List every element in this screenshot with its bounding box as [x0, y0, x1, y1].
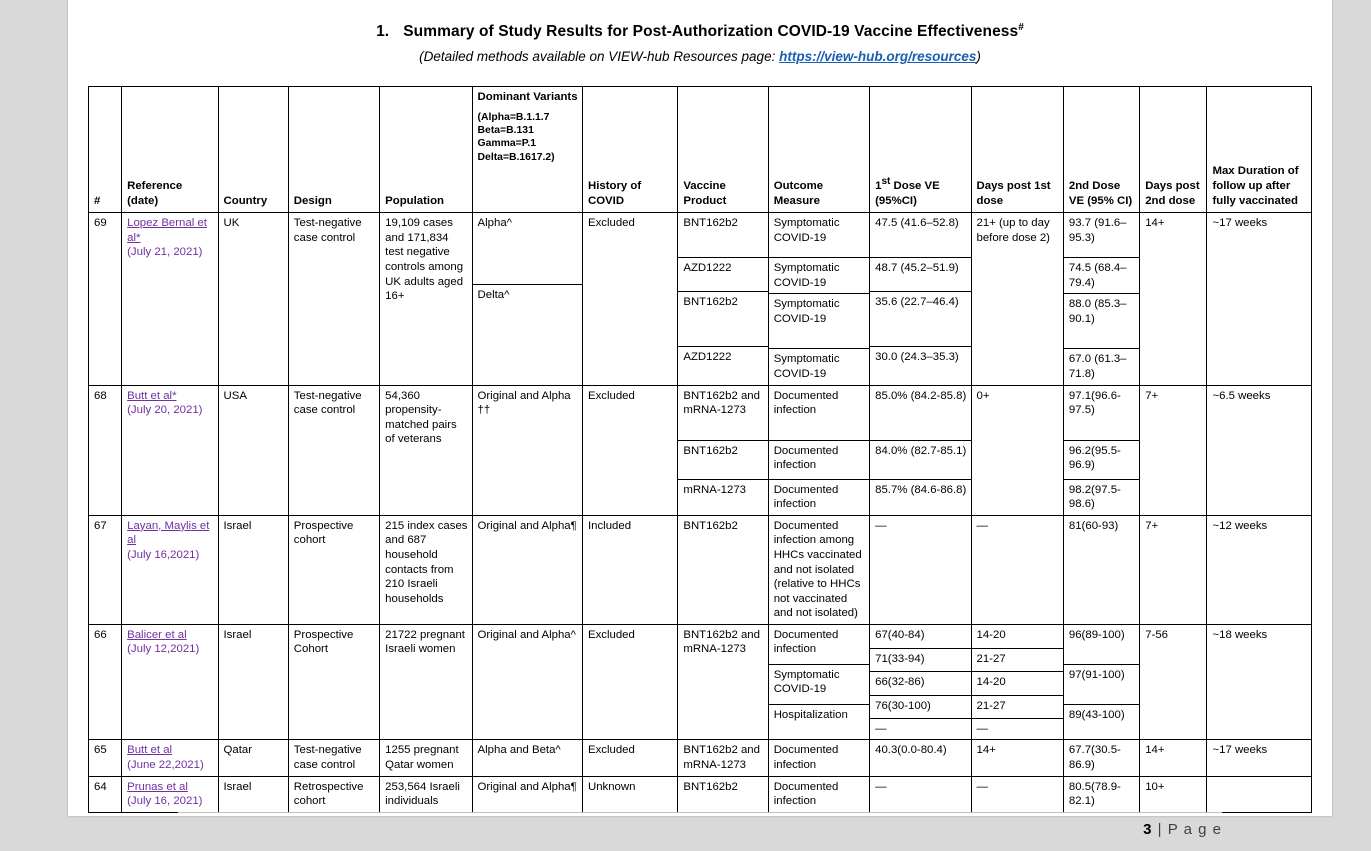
days-post-1st-value: 21-27 — [972, 648, 1063, 671]
vaccine-value: BNT162b2 — [678, 213, 767, 258]
cell-outcome: Documented infection — [768, 776, 869, 812]
dose1-ve-value: 47.5 (41.6–52.8) — [870, 213, 970, 258]
subtitle-prefix: (Detailed methods available on VIEW-hub Resources page: — [419, 49, 776, 65]
col-variants-sub3: Gamma=P.1 — [477, 138, 536, 150]
cell-number: 67 — [89, 515, 122, 624]
dose1-ve-value: 76(30-100) — [870, 695, 970, 718]
vaccine-value: mRNA-1273 — [683, 483, 747, 496]
cell-number: 69 — [89, 213, 122, 385]
cell-reference — [122, 776, 218, 812]
cell-days-post-1st — [971, 624, 1063, 740]
cell-variants — [472, 213, 582, 385]
dose2-ve-value: 93.7 (91.6–95.3) — [1064, 213, 1139, 258]
col-reference-sublabel: (date) — [127, 194, 159, 207]
subtitle — [68, 49, 1332, 64]
view-hub-resources-link[interactable]: https://view-hub.org/resources — [779, 49, 977, 65]
cell-population: 21722 pregnant Israeli women — [380, 624, 472, 740]
col-vaccine-product: Vaccine Product — [678, 87, 768, 213]
dose1-subtable — [870, 386, 970, 501]
cell-country: Qatar — [218, 740, 288, 776]
table-header-row — [89, 87, 1312, 213]
cell-outcome: Documented infection — [768, 740, 869, 776]
dose1-subtable — [870, 625, 970, 740]
col-number: # — [89, 87, 122, 213]
dose2-ve-value: 97(91-100) — [1064, 664, 1139, 704]
cell-days-post-2nd: 7+ — [1140, 385, 1207, 515]
cell-days-post-2nd: 14+ — [1140, 740, 1207, 776]
dose1-ve-value: 71(33-94) — [870, 648, 970, 671]
table-row — [89, 776, 1312, 812]
study-results-table — [88, 86, 1312, 813]
cell-country: Israel — [218, 624, 288, 740]
cell-country: Israel — [218, 776, 288, 812]
outcome-subtable — [769, 213, 869, 384]
outcome-value: Symptomatic COVID-19 — [769, 213, 869, 258]
cell-population: 253,564 Israeli individuals — [380, 776, 472, 812]
dose1-ve-value: 67(40-84) — [870, 625, 970, 649]
cell-number: 65 — [89, 740, 122, 776]
reference-link[interactable]: Balicer et al — [127, 628, 187, 641]
outcome-subtable — [769, 386, 869, 515]
cell-dose1-ve — [870, 385, 971, 515]
variants-subtable — [473, 213, 582, 306]
col-variants-label: Dominant Variants — [477, 91, 578, 104]
outcome-value: Documented infection — [773, 483, 839, 511]
cell-population: 1255 pregnant Qatar women — [380, 740, 472, 776]
cell-design: Prospective cohort — [288, 515, 379, 624]
outcome-value: Symptomatic COVID-19 — [769, 664, 869, 704]
cell-dose1-ve: — — [870, 515, 971, 624]
title-superscript: # — [1018, 22, 1024, 33]
dose2-subtable — [1064, 213, 1139, 384]
cell-days-post-1st: 21+ (up to day before dose 2) — [971, 213, 1063, 385]
cell-population: 215 index cases and 687 household contacts from 210 Israeli households — [380, 515, 472, 624]
col-days-post-2nd-dose: Days post 2nd dose — [1140, 87, 1207, 213]
dose2-ve-value: 96.2(95.5-96.9) — [1064, 440, 1139, 479]
dose2-ve-value: 98.2(97.5-98.6) — [1068, 483, 1121, 511]
cell-country: UK — [218, 213, 288, 385]
reference-date: (July 20, 2021) — [127, 404, 203, 417]
cell-days-post-1st: 0+ — [971, 385, 1063, 515]
cell-days-post-2nd: 14+ — [1140, 213, 1207, 385]
reference-date: (July 16,2021) — [127, 548, 200, 561]
col-max-duration: Max Duration of follow up after fully vaccinated — [1207, 87, 1312, 213]
col-dose2-ve: 2nd Dose VE (95% CI) — [1063, 87, 1139, 213]
cell-design: Test-negative case control — [288, 740, 379, 776]
cell-outcome — [768, 213, 869, 385]
cell-dose1-ve: 40.3(0.0-80.4) — [870, 740, 971, 776]
page-footer — [68, 812, 1332, 838]
days-post-1st-value: 14-20 — [972, 625, 1063, 649]
outcome-value: Symptomatic COVID-19 — [773, 353, 840, 380]
reference-date: (July 16, 2021) — [127, 795, 203, 808]
cell-history: Excluded — [582, 213, 677, 385]
dose2-subtable — [1064, 625, 1139, 726]
cell-max-duration: ~6.5 weeks — [1207, 385, 1312, 515]
col-history-of-covid: History of COVID — [582, 87, 677, 213]
cell-history: Unknown — [582, 776, 677, 812]
cell-max-duration: ~17 weeks — [1207, 213, 1312, 385]
cell-number: 68 — [89, 385, 122, 515]
footer-separator: | — [1157, 821, 1163, 838]
days-post-1st-value: — — [976, 722, 988, 735]
table-row — [89, 740, 1312, 776]
dose1-ve-value: 85.0% (84.2-85.8) — [870, 386, 970, 441]
cell-number: 64 — [89, 776, 122, 812]
cell-max-duration — [1207, 776, 1312, 812]
cell-days-post-1st: 14+ — [971, 740, 1063, 776]
cell-days-post-1st: — — [971, 515, 1063, 624]
cell-dose2-ve: 80.5(78.9-82.1) — [1063, 776, 1139, 812]
cell-history: Excluded — [582, 624, 677, 740]
page-title — [68, 22, 1332, 41]
reference-link[interactable]: Prunas et al — [127, 780, 188, 793]
outcome-subtable — [769, 625, 869, 726]
dose2-ve-value: 97.1(96.6-97.5) — [1064, 386, 1139, 441]
dose1-ve-value: 30.0 (24.3–35.3) — [875, 351, 959, 364]
title-number: 1. — [376, 23, 390, 41]
vaccine-value: BNT162b2 — [678, 440, 767, 479]
cell-dose1-ve: — — [870, 776, 971, 812]
cell-variants: Alpha and Beta^ — [472, 740, 582, 776]
variant-value: Alpha^ — [473, 213, 582, 285]
reference-link[interactable]: Layan, Maylis et al — [127, 519, 210, 547]
cell-history: Excluded — [582, 385, 677, 515]
cell-reference — [122, 385, 218, 515]
col-reference-label: Reference — [127, 179, 183, 192]
cell-max-duration: ~17 weeks — [1207, 740, 1312, 776]
outcome-value: Symptomatic COVID-19 — [769, 258, 869, 294]
dose2-ve-value: 74.5 (68.4–79.4) — [1064, 258, 1139, 294]
dose1-ve-value: 84.0% (82.7-85.1) — [870, 440, 970, 479]
cell-vaccine — [678, 213, 768, 385]
cell-days-post-1st: — — [971, 776, 1063, 812]
cell-design: Test-negative case control — [288, 385, 379, 515]
cell-population: 19,109 cases and 171,834 test negative controls among UK adults aged 16+ — [380, 213, 472, 385]
dose2-ve-value: 67.0 (61.3–71.8) — [1068, 353, 1127, 380]
dose1-ve-value: 35.6 (22.7–46.4) — [870, 292, 970, 347]
col-population: Population — [380, 87, 472, 213]
col-dose1-ve: 1st Dose VE (95%CI) — [870, 87, 971, 213]
cell-outcome — [768, 624, 869, 740]
outcome-value: Documented infection — [769, 625, 869, 665]
reference-link[interactable]: Butt et al* — [127, 389, 177, 402]
vaccine-value: BNT162b2 — [678, 292, 767, 347]
reference-date: (July 12,2021) — [127, 643, 200, 656]
col-reference — [122, 87, 218, 213]
outcome-value: Hospitalization — [773, 708, 848, 721]
title-text: Summary of Study Results for Post-Authorization COVID-19 Vaccine Effectiveness — [403, 23, 1019, 41]
outcome-value: Documented infection — [769, 440, 869, 479]
dose2-ve-value: 96(89-100) — [1064, 625, 1139, 665]
cell-vaccine: BNT162b2 — [678, 776, 768, 812]
cell-design: Prospective Cohort — [288, 624, 379, 740]
cell-history: Included — [582, 515, 677, 624]
cell-dose2-ve — [1063, 385, 1139, 515]
vaccine-value: BNT162b2 and mRNA-1273 — [678, 386, 767, 441]
cell-country: Israel — [218, 515, 288, 624]
dose1-ve-value: 85.7% (84.6-86.8) — [875, 483, 967, 496]
col-variants-sub1: (Alpha=B.1.1.7 — [477, 111, 550, 123]
cell-variants: Original and Alpha^ — [472, 624, 582, 740]
cell-vaccine: BNT162b2 and mRNA-1273 — [678, 740, 768, 776]
dose2-ve-value: 89(43-100) — [1068, 708, 1125, 721]
table-row — [89, 515, 1312, 624]
cell-dose2-ve — [1063, 213, 1139, 385]
dose1-ve-value: 48.7 (45.2–51.9) — [870, 258, 970, 292]
vaccine-value: AZD1222 — [683, 351, 732, 364]
vaccine-subtable — [678, 213, 767, 368]
footer-page-value: 3 — [1143, 821, 1153, 838]
variant-value: Delta^ — [477, 289, 510, 302]
cell-design: Retrospective cohort — [288, 776, 379, 812]
col-country: Country — [218, 87, 288, 213]
cell-variants: Original and Alpha †† — [472, 385, 582, 515]
cell-max-duration: ~12 weeks — [1207, 515, 1312, 624]
cell-days-post-2nd: 10+ — [1140, 776, 1207, 812]
outcome-value: Documented infection — [769, 386, 869, 441]
cell-max-duration: ~18 weeks — [1207, 624, 1312, 740]
col-days-post-1st-dose: Days post 1st dose — [971, 87, 1063, 213]
subtitle-suffix: ) — [976, 49, 981, 65]
page-sheet — [68, 0, 1332, 816]
col-design: Design — [288, 87, 379, 213]
cell-history: Excluded — [582, 740, 677, 776]
cell-outcome: Documented infection among HHCs vaccinated and not isolated (relative to HHCs not vaccinated and not isolated) — [768, 515, 869, 624]
cell-days-post-2nd: 7+ — [1140, 515, 1207, 624]
col-variants-sub2: Beta=B.131 — [477, 125, 534, 137]
cell-vaccine — [678, 385, 768, 515]
cell-population: 54,360 propensity-matched pairs of veterans — [380, 385, 472, 515]
cell-number: 66 — [89, 624, 122, 740]
cell-dose2-ve: 67.7(30.5-86.9) — [1063, 740, 1139, 776]
footer-page-number — [68, 813, 1332, 838]
cell-days-post-2nd: 7-56 — [1140, 624, 1207, 740]
reference-date: (June 22,2021) — [127, 759, 204, 772]
table-row — [89, 385, 1312, 515]
cell-vaccine: BNT162b2 and mRNA-1273 — [678, 624, 768, 740]
dose1-subtable — [870, 213, 970, 368]
cell-reference — [122, 213, 218, 385]
days-post-1st-value: 14-20 — [972, 671, 1063, 695]
col-outcome-measure: Outcome Measure — [768, 87, 869, 213]
table-row — [89, 624, 1312, 740]
table-row — [89, 213, 1312, 385]
days-post-1st-value: 21-27 — [972, 695, 1063, 718]
cell-reference — [122, 624, 218, 740]
dose2-ve-value: 88.0 (85.3–90.1) — [1064, 294, 1139, 349]
cell-reference — [122, 515, 218, 624]
footer-page-label: P a g e — [1167, 821, 1222, 838]
outcome-value: Symptomatic COVID-19 — [769, 294, 869, 349]
col-variants-sub4: Delta=B.1617.2) — [477, 151, 555, 163]
vaccine-subtable — [678, 386, 767, 501]
cell-country: USA — [218, 385, 288, 515]
title-block — [68, 0, 1332, 64]
reference-date: (July 21, 2021) — [127, 246, 203, 259]
cell-dose1-ve — [870, 624, 971, 740]
cell-variants: Original and Alpha¶ — [472, 515, 582, 624]
cell-design: Test-negative case control — [288, 213, 379, 385]
vaccine-value: AZD1222 — [678, 258, 767, 292]
cell-dose2-ve — [1063, 624, 1139, 740]
cell-outcome — [768, 385, 869, 515]
col-dominant-variants — [472, 87, 582, 213]
cell-variants: Original and Alpha¶ — [472, 776, 582, 812]
days-post-1st-subtable — [972, 625, 1063, 740]
cell-reference — [122, 740, 218, 776]
dose2-subtable — [1064, 386, 1139, 515]
dose1-ve-value: — — [875, 722, 887, 735]
dose1-ve-value: 66(32-86) — [870, 671, 970, 695]
cell-vaccine: BNT162b2 — [678, 515, 768, 624]
col-dose1-ve-sup: st — [881, 176, 891, 188]
cell-dose1-ve — [870, 213, 971, 385]
cell-dose2-ve: 81(60-93) — [1063, 515, 1139, 624]
reference-link[interactable]: Butt et al — [127, 744, 173, 757]
reference-link[interactable]: Lopez Bernal et al* — [127, 217, 207, 244]
